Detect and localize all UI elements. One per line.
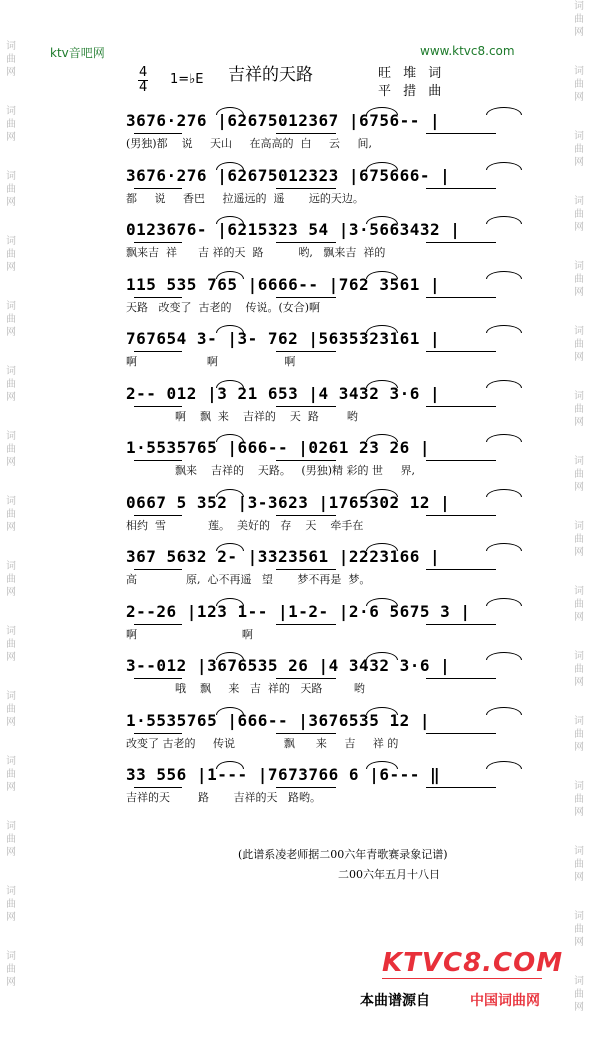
watermark-char: 词 xyxy=(574,391,584,402)
watermark-char: 网 xyxy=(6,782,16,793)
watermark-char: 曲 xyxy=(574,794,584,805)
watermark-char: 词 xyxy=(574,976,584,987)
watermark-char: 曲 xyxy=(574,404,584,415)
beam-line xyxy=(276,133,336,134)
key-signature: 1=♭E xyxy=(170,72,204,87)
watermark-char: 网 xyxy=(574,742,584,753)
watermark-char: 词 xyxy=(6,626,16,637)
lyrics-line: 相约 雪 莲。 美好的 存 天 牵手在 xyxy=(126,519,364,532)
watermark-char: 曲 xyxy=(6,964,16,975)
slur-mark xyxy=(216,216,244,224)
beam-line xyxy=(134,133,182,134)
notation-line: 2--26 |123 1-- |1-2- |2·6 5675 3 | xyxy=(126,602,471,621)
slur-mark xyxy=(216,271,244,279)
slur-mark xyxy=(486,761,522,769)
notation-line: 3676·276 |62675012323 |675666- | xyxy=(126,166,451,185)
slur-mark xyxy=(216,543,244,551)
song-title: 吉祥的天路 xyxy=(228,65,313,85)
watermark-char: 词 xyxy=(6,301,16,312)
watermark-char: 词 xyxy=(574,196,584,207)
beam-line xyxy=(276,406,336,407)
beam-line xyxy=(276,678,336,679)
beam-line xyxy=(426,460,496,461)
slur-mark xyxy=(486,325,522,333)
slur-mark xyxy=(486,271,522,279)
watermark-char: 曲 xyxy=(6,444,16,455)
lyrics-line: 改变了 古老的 传说 飘 来 吉 祥 的 xyxy=(126,737,399,750)
slur-mark xyxy=(366,652,398,660)
meter-top: 4 xyxy=(139,65,148,80)
beam-line xyxy=(276,569,336,570)
watermark-char: 网 xyxy=(574,677,584,688)
lyrics-line: 哦 飘 来 吉 祥的 天路 哟 xyxy=(126,682,365,695)
beam-line xyxy=(426,406,496,407)
beam-line xyxy=(134,460,182,461)
source-site[interactable]: 中国词曲网 xyxy=(470,993,540,1009)
slur-mark xyxy=(366,489,398,497)
slur-mark xyxy=(216,707,244,715)
composer: 平 措 曲 xyxy=(378,84,446,99)
watermark-char: 网 xyxy=(574,1002,584,1013)
watermark-char: 词 xyxy=(574,846,584,857)
watermark-char: 词 xyxy=(574,651,584,662)
lyrics-line: 吉祥的天 路 吉祥的天 路哟。 xyxy=(126,791,321,804)
beam-line xyxy=(426,733,496,734)
watermark-char: 曲 xyxy=(6,314,16,325)
watermark-char: 词 xyxy=(6,366,16,377)
lyrics-line: 天路 改变了 古老的 传说。(女合)啊 xyxy=(126,301,321,314)
notation-line: 2-- 012 |3 21 653 |4 3432 3·6 | xyxy=(126,384,441,403)
watermark-char: 词 xyxy=(6,886,16,897)
watermark-char: 曲 xyxy=(574,144,584,155)
watermark-char: 曲 xyxy=(6,769,16,780)
beam-line xyxy=(276,188,336,189)
watermark-char: 曲 xyxy=(6,704,16,715)
beam-line xyxy=(134,569,182,570)
watermark-char: 曲 xyxy=(6,574,16,585)
slur-mark xyxy=(486,380,522,388)
watermark-char: 网 xyxy=(574,222,584,233)
watermark-char: 网 xyxy=(574,352,584,363)
lyricist: 旺 堆 词 xyxy=(378,66,446,81)
watermark-char: 曲 xyxy=(6,184,16,195)
watermark-char: 网 xyxy=(574,937,584,948)
beam-line xyxy=(426,133,496,134)
beam-line xyxy=(426,515,496,516)
beam-line xyxy=(134,297,182,298)
slur-mark xyxy=(366,271,398,279)
beam-line xyxy=(276,460,336,461)
beam-line xyxy=(426,787,496,788)
beam-line xyxy=(134,787,182,788)
watermark-char: 词 xyxy=(574,911,584,922)
beam-line xyxy=(276,297,336,298)
slur-mark xyxy=(486,543,522,551)
watermark-char: 词 xyxy=(6,236,16,247)
lyrics-line: 飘来 吉祥的 天路。 (男独)精 彩的 世 界, xyxy=(126,464,415,477)
site-name-left[interactable]: ktv音吧网 xyxy=(50,46,105,60)
lyrics-line: 飘来吉 祥 吉 祥的天 路 哟, 飘来吉 祥的 xyxy=(126,246,386,259)
watermark-char: 曲 xyxy=(6,249,16,260)
watermark-char: 网 xyxy=(6,327,16,338)
slur-mark xyxy=(486,216,522,224)
beam-line xyxy=(426,188,496,189)
slur-mark xyxy=(366,216,398,224)
watermark-char: 网 xyxy=(6,392,16,403)
meter-bottom: 4 xyxy=(139,80,148,95)
watermark-char: 网 xyxy=(6,652,16,663)
watermark-char: 词 xyxy=(6,106,16,117)
slur-mark xyxy=(216,162,244,170)
watermark-char: 词 xyxy=(6,821,16,832)
watermark-char: 曲 xyxy=(574,209,584,220)
beam-line xyxy=(134,733,182,734)
watermark-char: 网 xyxy=(6,847,16,858)
watermark-char: 曲 xyxy=(574,79,584,90)
watermark-char: 网 xyxy=(6,197,16,208)
lyrics-line: 都 说 香巴 拉遥远的 遥 远的天边。 xyxy=(126,192,364,205)
watermark-char: 曲 xyxy=(574,274,584,285)
slur-mark xyxy=(486,162,522,170)
lyrics-line: 高 原, 心不再遥 望 梦不再是 梦。 xyxy=(126,573,371,586)
slur-mark xyxy=(366,325,398,333)
notation-line: 3--012 |3676535 26 |4 3432 3·6 | xyxy=(126,656,451,675)
watermark-char: 词 xyxy=(6,756,16,767)
beam-line xyxy=(134,406,182,407)
watermark-char: 曲 xyxy=(574,924,584,935)
watermark-char: 词 xyxy=(574,456,584,467)
lyrics-line: 啊 啊 xyxy=(126,628,253,641)
slur-mark xyxy=(486,107,522,115)
beam-line xyxy=(426,624,496,625)
slur-mark xyxy=(366,598,398,606)
slur-mark xyxy=(366,380,398,388)
watermark-char: 网 xyxy=(574,547,584,558)
watermark-char: 网 xyxy=(574,482,584,493)
watermark-char: 词 xyxy=(574,781,584,792)
beam-line xyxy=(276,787,336,788)
watermark-char: 网 xyxy=(6,977,16,988)
watermark-char: 网 xyxy=(574,27,584,38)
slur-mark xyxy=(366,761,398,769)
watermark-char: 曲 xyxy=(574,14,584,25)
beam-line xyxy=(134,624,182,625)
slur-mark xyxy=(216,380,244,388)
watermark-left xyxy=(4,40,18,1015)
notation-line: 1·5535765 |666-- |0261 23 26 | xyxy=(126,438,430,457)
watermark-char: 网 xyxy=(6,587,16,598)
logo-underline xyxy=(382,978,542,979)
slur-mark xyxy=(486,434,522,442)
slur-mark xyxy=(366,707,398,715)
watermark-char: 曲 xyxy=(574,664,584,675)
notation-line: 115 535 765 |6666-- |762 3561 | xyxy=(126,275,441,294)
watermark-char: 网 xyxy=(574,417,584,428)
watermark-char: 词 xyxy=(6,431,16,442)
slur-mark xyxy=(366,543,398,551)
watermark-char: 网 xyxy=(574,807,584,818)
watermark-char: 网 xyxy=(6,67,16,78)
lyrics-line: 啊 飘 来 吉祥的 天 路 哟 xyxy=(126,410,358,423)
watermark-char: 词 xyxy=(574,131,584,142)
watermark-char: 网 xyxy=(574,612,584,623)
watermark-char: 曲 xyxy=(6,509,16,520)
notation-line: 0667 5 352 |3-3623 |1765302 12 | xyxy=(126,493,451,512)
beam-line xyxy=(426,297,496,298)
slur-mark xyxy=(216,489,244,497)
watermark-char: 网 xyxy=(6,457,16,468)
watermark-char: 曲 xyxy=(574,339,584,350)
beam-line xyxy=(276,624,336,625)
transcription-date: 二00六年五月十八日 xyxy=(338,868,440,881)
notation-line: 367 5632 2- |3323561 |2223166 | xyxy=(126,547,441,566)
watermark-char: 曲 xyxy=(574,534,584,545)
watermark-char: 曲 xyxy=(6,639,16,650)
watermark-char: 曲 xyxy=(574,729,584,740)
beam-line xyxy=(276,351,336,352)
watermark-char: 曲 xyxy=(6,54,16,65)
watermark-char: 网 xyxy=(6,912,16,923)
slur-mark xyxy=(366,434,398,442)
watermark-char: 曲 xyxy=(6,119,16,130)
lyrics-line: (男独)都 说 天山 在高高的 白 云 间, xyxy=(126,137,372,150)
slur-mark xyxy=(216,598,244,606)
beam-line xyxy=(276,242,336,243)
watermark-char: 网 xyxy=(6,262,16,273)
watermark-char: 词 xyxy=(6,496,16,507)
slur-mark xyxy=(216,761,244,769)
slur-mark xyxy=(366,162,398,170)
watermark-char: 词 xyxy=(574,586,584,597)
source-label: 本曲谱源自 xyxy=(360,993,430,1009)
time-signature xyxy=(138,66,148,95)
ktvc8-logo[interactable]: KTVC8.COM xyxy=(382,948,564,978)
lyrics-line: 啊 啊 啊 xyxy=(126,355,296,368)
watermark-char: 词 xyxy=(574,66,584,77)
beam-line xyxy=(134,242,182,243)
site-url-right[interactable]: www.ktvc8.com xyxy=(420,44,515,58)
beam-line xyxy=(276,733,336,734)
watermark-char: 词 xyxy=(574,326,584,337)
beam-line xyxy=(426,678,496,679)
watermark-char: 曲 xyxy=(6,834,16,845)
notation-line: 3676·276 |62675012367 |6756-- | xyxy=(126,111,441,130)
watermark-char: 曲 xyxy=(574,599,584,610)
beam-line xyxy=(426,569,496,570)
watermark-char: 网 xyxy=(574,157,584,168)
watermark-char: 词 xyxy=(6,951,16,962)
slur-mark xyxy=(216,434,244,442)
watermark-char: 词 xyxy=(574,716,584,727)
watermark-char: 词 xyxy=(6,41,16,52)
slur-mark xyxy=(486,489,522,497)
beam-line xyxy=(134,515,182,516)
beam-line xyxy=(426,242,496,243)
beam-line xyxy=(134,351,182,352)
transcription-credit: (此谱系凌老师据二00六年青歌赛录象记谱) xyxy=(238,848,448,861)
watermark-right xyxy=(572,0,586,1040)
beam-line xyxy=(426,351,496,352)
notation-line: 1·5535765 |666-- |3676535 12 | xyxy=(126,711,430,730)
slur-mark xyxy=(216,107,244,115)
watermark-char: 网 xyxy=(6,132,16,143)
watermark-char: 词 xyxy=(6,691,16,702)
slur-mark xyxy=(216,325,244,333)
slur-mark xyxy=(486,707,522,715)
watermark-char: 词 xyxy=(574,521,584,532)
watermark-char: 词 xyxy=(6,561,16,572)
beam-line xyxy=(134,188,182,189)
notation-line: 0123676- |6215323 54 |3·5663432 | xyxy=(126,220,461,239)
watermark-char: 曲 xyxy=(6,899,16,910)
watermark-char: 网 xyxy=(574,872,584,883)
beam-line xyxy=(276,515,336,516)
slur-mark xyxy=(216,652,244,660)
watermark-char: 网 xyxy=(6,717,16,728)
watermark-char: 网 xyxy=(6,522,16,533)
watermark-char: 词 xyxy=(574,1,584,12)
slur-mark xyxy=(486,598,522,606)
beam-line xyxy=(134,678,182,679)
slur-mark xyxy=(366,107,398,115)
watermark-char: 网 xyxy=(574,92,584,103)
watermark-char: 曲 xyxy=(6,379,16,390)
notation-line: 33 556 |1--- |7673766 6 |6--- ‖ xyxy=(126,765,441,784)
watermark-char: 词 xyxy=(574,261,584,272)
notation-line: 767654 3- |3- 762 |5635323161 | xyxy=(126,329,441,348)
watermark-char: 词 xyxy=(6,171,16,182)
watermark-char: 网 xyxy=(574,287,584,298)
watermark-char: 曲 xyxy=(574,469,584,480)
watermark-char: 曲 xyxy=(574,989,584,1000)
watermark-char: 曲 xyxy=(574,859,584,870)
slur-mark xyxy=(486,652,522,660)
